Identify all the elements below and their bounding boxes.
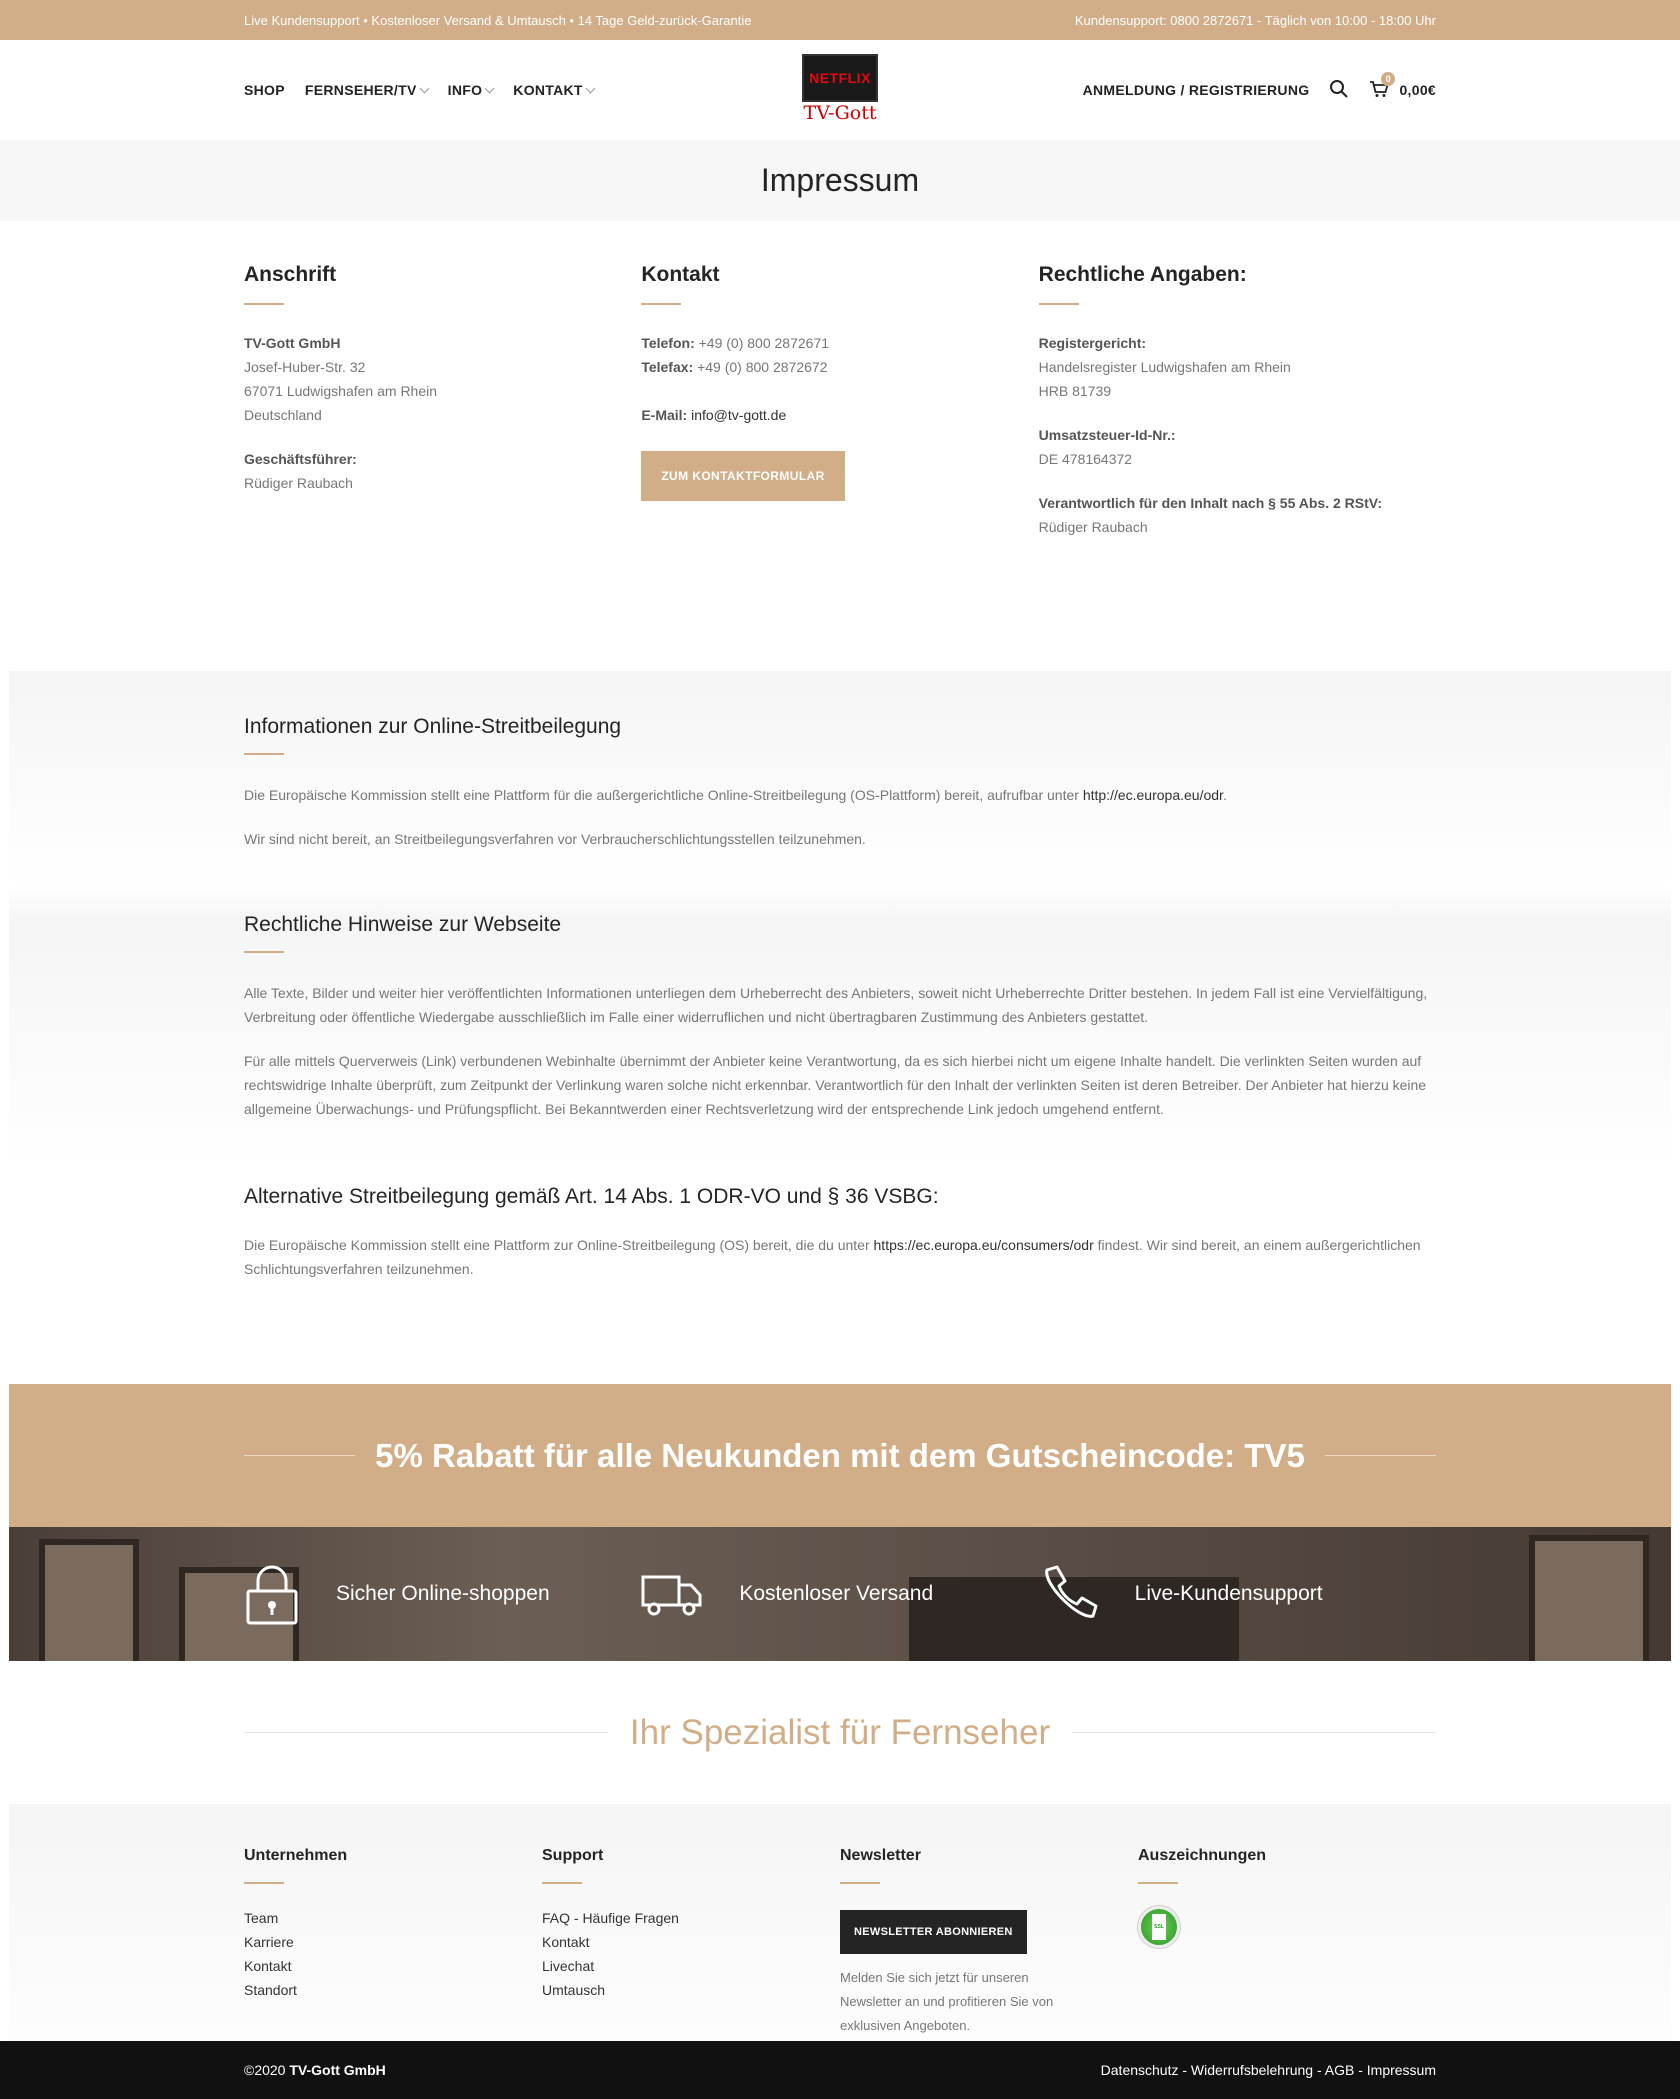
promo-text: 5% Rabatt für alle Neukunden mit dem Gutscheincode: TV5 [375,1436,1305,1474]
copyright-bar [0,2041,1680,2099]
seal-text: SSL [1152,1914,1166,1940]
divider-line [1072,1732,1436,1733]
heading-divider [244,753,284,755]
street: Josef-Huber-Str. 32 [244,359,366,375]
main-nav [244,82,594,98]
tel-label: Telefon: [641,335,695,351]
feature-shipping [641,1571,1038,1617]
consumers-odr-link[interactable]: https://ec.europa.eu/consumers/odr [873,1237,1094,1253]
alt-dispute-text: Die Europäische Kommission stellt eine Plattform zur Online-Streitbeilegung (OS) bereit, die du unter [244,1237,874,1253]
footer-link-standort[interactable]: Standort [244,1982,297,1998]
odr-text-end: . [1222,787,1227,803]
logo-brand: TV-Gott [803,102,877,124]
city: 67071 Ludwigshafen am Rhein [244,383,438,399]
copyright-text [244,2062,386,2078]
legal-notes-section [244,913,1436,1121]
newsletter-text: Melden Sie sich jetzt für unseren Newsletter an und profitieren Sie von exklusiven Angeboten. [840,1970,1054,2033]
kontakt-column [641,263,1038,671]
feature-shipping-label: Kostenloser Versand [739,1582,934,1605]
heading-divider [244,303,284,305]
heading-divider [641,303,681,305]
site-header [0,40,1680,140]
heading-divider [840,1882,880,1884]
fax-value: +49 (0) 800 2872672 [693,359,828,375]
copyright-paragraph: Alle Texte, Bilder und weiter hier veröffentlichten Informationen unterliegen dem Urheberrecht des Anbieters, soweit nicht Urheberrechte Dritter bestehen. In jedem Fall ist eine Vervielfältigung, Verbreitung oder öffentliche Wiedergabe ausschließlich im Falle einer widerruflichen und nicht übertragbaren Zustimmung des Anbieters gestattet. [244,985,1428,1025]
header-actions [1082,73,1436,102]
footer-link-umtausch[interactable]: Umtausch [542,1982,606,1998]
copyright-prefix: ©2020 [244,2062,290,2078]
odr-paragraph [244,783,1436,807]
alt-dispute-heading: Alternative Streitbeilegung gemäß Art. 14 Abs. 1 ODR-VO und § 36 VSBG: [244,1185,939,1208]
chevron-down-icon [419,83,429,93]
odr-paragraph-2: Wir sind nicht bereit, an Streitbeilegungsverfahren vor Verbraucherschlichtungsstellen teilzunehmen. [244,831,866,847]
search-icon[interactable] [1329,79,1349,102]
odr-text: Die Europäische Kommission stellt eine Plattform für die außergerichtliche Online-Streitbeilegung (OS-Plattform) bereit, aufrufbar unter [244,787,1083,803]
rechtlich-heading: Rechtliche Angaben: [1038,263,1247,286]
footer-support [542,1844,840,2038]
rechtlich-column [1039,263,1436,671]
kontakt-heading: Kontakt [641,263,720,286]
alt-dispute-text-end: findest. Wir sind bereit, an einem außergerichtlichen Schlichtungsverfahren teilzunehmen. [244,1237,1421,1277]
mail-label: E-Mail: [641,407,688,423]
phone-icon [1039,1564,1099,1624]
nav-shop[interactable] [244,82,285,98]
heading-divider [244,951,284,953]
contact-form-button[interactable]: ZUM KONTAKTFORMULAR [641,451,844,501]
topbar-support: Kundensupport: 0800 2872671 - Täglich von 10:00 - 18:00 Uhr [1074,12,1436,28]
footer-link-livechat[interactable]: Livechat [542,1958,595,1974]
page-title-bar [0,140,1680,221]
nav-shop-label: SHOP [244,82,285,98]
verant-label: Verantwortlich für den Inhalt nach § 55 Abs. 2 RStV: [1038,495,1382,511]
gf-label: Geschäftsführer: [244,451,357,467]
footer-newsletter [840,1844,1138,2038]
footer-link-kontakt[interactable]: Kontakt [244,1958,292,1974]
feature-secure-label: Sicher Online-shoppen [336,1582,550,1605]
odr-heading: Informationen zur Online-Streitbeilegung [244,715,622,738]
heading-divider [542,1882,582,1884]
cart-button[interactable] [1369,73,1436,101]
nav-kontakt[interactable] [513,82,594,98]
company-name: TV-Gott GmbH [244,335,341,351]
mail-link[interactable]: info@tv-gott.de [687,407,787,423]
anschrift-column [244,263,641,671]
gf-name: Rüdiger Raubach [244,475,353,491]
feature-support-label: Live-Kundensupport [1134,1582,1323,1605]
footer-awards [1138,1844,1436,2038]
footer-legal-links[interactable]: Datenschutz - Widerrufsbelehrung - AGB - Impressum [1100,2062,1436,2078]
legal-section [9,671,1671,1384]
site-logo[interactable] [795,54,885,126]
copyright-company: TV-Gott GmbH [289,2062,386,2078]
ust-value: DE 478164372 [1038,451,1133,467]
nav-info-label: INFO [447,82,483,98]
login-link[interactable]: ANMELDUNG / REGISTRIERUNG [1082,82,1310,98]
logo-tv-text: NETFLIX [809,70,871,86]
anschrift-heading: Anschrift [244,263,337,286]
background-frame [1529,1535,1649,1661]
tel-value: +49 (0) 800 2872671 [694,335,830,351]
footer-link-kontakt-support[interactable]: Kontakt [542,1934,590,1950]
odr-info-section [244,715,1436,851]
footer-link-karriere[interactable]: Karriere [244,1934,294,1950]
page-title: Impressum [760,162,920,198]
odr-link[interactable]: http://ec.europa.eu/odr [1082,787,1223,803]
links-paragraph: Für alle mittels Querverweis (Link) verbundenen Webinhalte übernimmt der Anbieter keine Verantwortung, da es sich hierbei nicht um eigene Inhalte handelt. Die verlinkten Seiten wurden auf rechtswidrige Inhalte überprüft, zum Zeitpunkt der Verlinkung waren solche nicht erkennbar. Verantwortlich für den Inhalt der verlinkten Seiten ist deren Betreiber. Der Anbieter hat hierzu keine allgemeine Überwachungs- und Prüfungspflicht. Bei Bekanntwerden einer Rechtsverletzung wird der entsprechende Link jedoch umgehend entfernt. [244,1053,1427,1117]
feature-secure [244,1563,641,1625]
impressum-columns [244,221,1436,671]
newsletter-subscribe-button[interactable]: NEWSLETTER ABONNIEREN [840,1910,1027,1954]
truck-icon [641,1571,703,1617]
nav-info[interactable] [448,82,494,98]
divider-line [244,1455,355,1456]
reg-number: HRB 81739 [1038,383,1112,399]
divider-line [1325,1455,1436,1456]
alt-dispute-section [244,1185,1436,1281]
footer-heading: Newsletter [840,1847,921,1864]
nav-fernseher-label: FERNSEHER/TV [304,82,417,98]
nav-kontakt-label: KONTAKT [513,82,583,98]
heading-divider [1138,1882,1178,1884]
ssl-seal-icon[interactable] [1138,1906,1180,1948]
cart-count-badge: 0 [1381,72,1395,86]
tv-logo-icon [802,54,878,102]
footer-heading: Support [542,1847,604,1864]
heading-divider [244,1882,284,1884]
feature-support [1039,1564,1436,1624]
ust-label: Umsatzsteuer-Id-Nr.: [1038,427,1176,443]
background-frame [39,1539,139,1661]
cart-icon [1369,73,1392,101]
chevron-down-icon [485,83,495,93]
top-bar [0,0,1680,40]
cart-total: 0,00€ [1399,82,1436,98]
footer-link-faq[interactable]: FAQ - Häufige Fragen [542,1910,679,1926]
reg-court: Handelsregister Ludwigshafen am Rhein [1038,359,1291,375]
alt-dispute-paragraph [244,1233,1436,1281]
footer-link-team[interactable]: Team [244,1910,279,1926]
fax-label: Telefax: [641,359,694,375]
specialist-banner [0,1661,1680,1804]
footer-unternehmen [244,1844,542,2038]
verant-name: Rüdiger Raubach [1038,519,1148,535]
legal-notes-heading: Rechtliche Hinweise zur Webseite [244,913,562,936]
chevron-down-icon [585,83,595,93]
lock-icon [244,1563,300,1625]
topbar-benefits: Live Kundensupport • Kostenloser Versand & Umtausch • 14 Tage Geld-zurück-Garantie [244,12,752,28]
nav-fernseher[interactable] [305,82,428,98]
footer-heading: Unternehmen [244,1847,348,1864]
features-bar [9,1527,1671,1661]
heading-divider [1039,303,1079,305]
footer-heading: Auszeichnungen [1138,1847,1267,1864]
divider-line [244,1732,608,1733]
specialist-heading: Ihr Spezialist für Fernseher [629,1712,1051,1752]
country: Deutschland [244,407,322,423]
reg-label: Registergericht: [1038,335,1147,351]
promo-banner [9,1384,1671,1527]
